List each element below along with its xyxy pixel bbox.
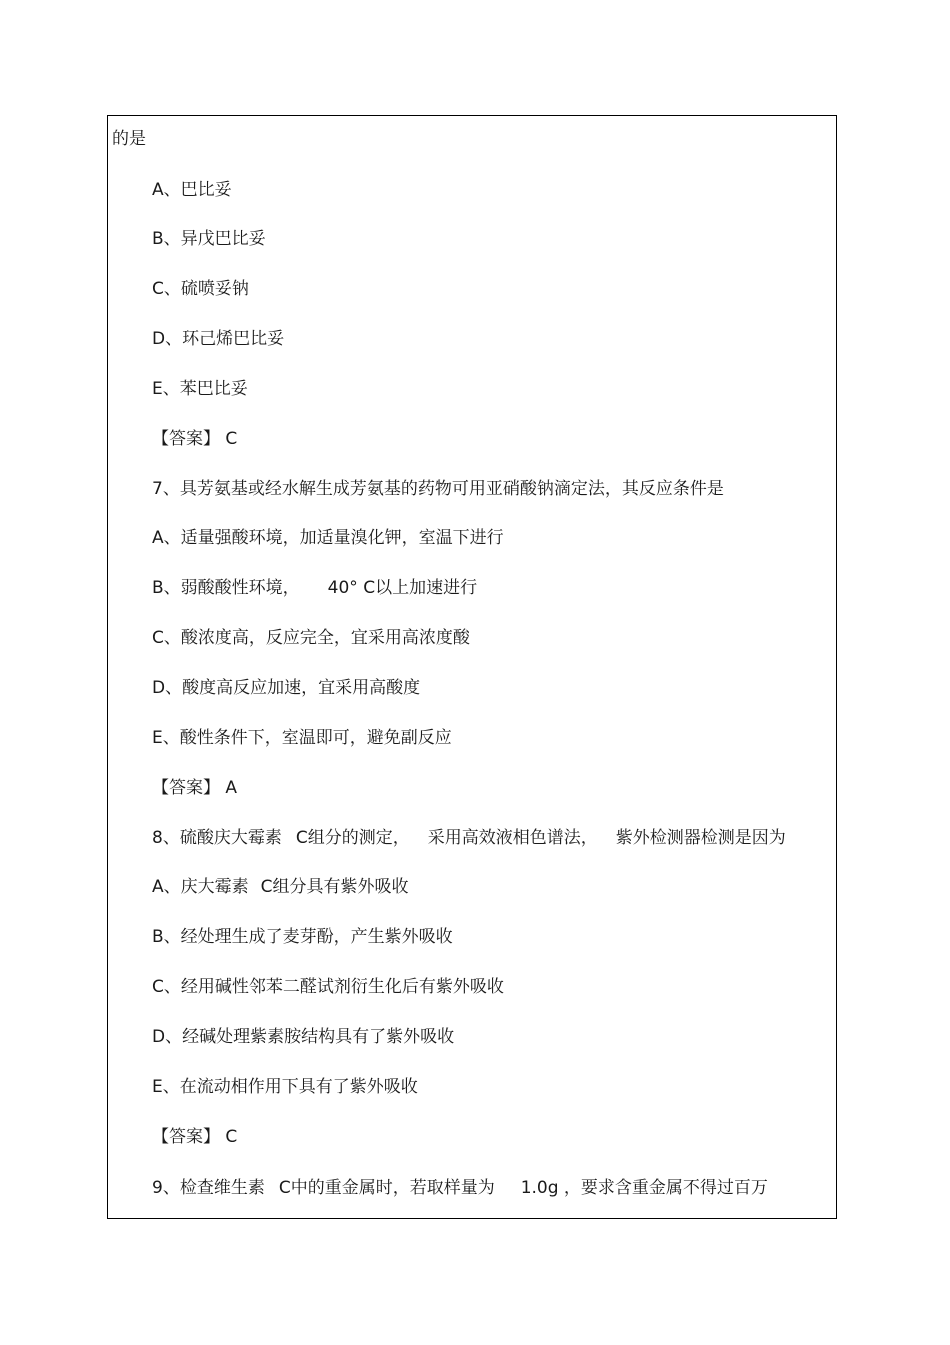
question-9-line — [152, 1177, 768, 1199]
option-c-line: C、经用碱性邻苯二醛试剂衍生化后有紫外吸收 — [152, 977, 504, 997]
answer-line: 【答案】 C — [152, 429, 238, 449]
option-e-line: E、酸性条件下，室温即可，避免副反应 — [152, 728, 452, 748]
option-b-line — [152, 577, 477, 599]
option-e-line: E、在流动相作用下具有了紫外吸收 — [152, 1077, 418, 1097]
question-7-line: 7、具芳氨基或经水解生成芳氨基的药物可用亚硝酸钠滴定法，其反应条件是 — [152, 479, 724, 499]
option-a-part2: C组分具有紫外吸收 — [260, 877, 409, 897]
option-a-part1: A、庆大霉素 — [152, 877, 249, 897]
answer-line: 【答案】 A — [152, 778, 238, 798]
option-d-line: D、环己烯巴比妥 — [152, 329, 285, 349]
question-8-part4: 紫外检测器检测是因为 — [615, 828, 786, 848]
option-a-line — [152, 876, 409, 898]
option-a-line: A、适量强酸环境，加适量溴化钾，室温下进行 — [152, 528, 504, 548]
option-c-line: C、酸浓度高，反应完全，宜采用高浓度酸 — [152, 628, 470, 648]
option-b-part2: 40° C以上加速进行 — [327, 578, 478, 598]
option-a-line: A、巴比妥 — [152, 180, 232, 200]
question-8-part1: 8、硫酸庆大霉素 — [152, 828, 282, 848]
question-8-part3: 采用高效液相色谱法， — [427, 828, 598, 848]
option-d-line: D、经碱处理紫素胺结构具有了紫外吸收 — [152, 1027, 455, 1047]
option-d-line: D、酸度高反应加速，宜采用高酸度 — [152, 678, 421, 698]
answer-line: 【答案】 C — [152, 1127, 238, 1147]
option-c-line: C、硫喷妥钠 — [152, 279, 249, 299]
question-8-line — [152, 827, 786, 849]
question-8-part2: C组分的测定， — [295, 828, 410, 848]
text-line-continuation: 的是 — [112, 129, 146, 149]
question-9-part1: 9、检查维生素 — [152, 1178, 265, 1198]
option-e-line: E、苯巴比妥 — [152, 379, 248, 399]
option-b-line: B、异戊巴比妥 — [152, 229, 266, 249]
option-b-line: B、经处理生成了麦芽酚，产生紫外吸收 — [152, 927, 453, 947]
option-b-part1: B、弱酸酸性环境， — [152, 578, 300, 598]
question-9-part3: 1.0g ，要求含重金属不得过百万 — [520, 1178, 768, 1198]
question-9-part2: C中的重金属时，若取样量为 — [278, 1178, 495, 1198]
